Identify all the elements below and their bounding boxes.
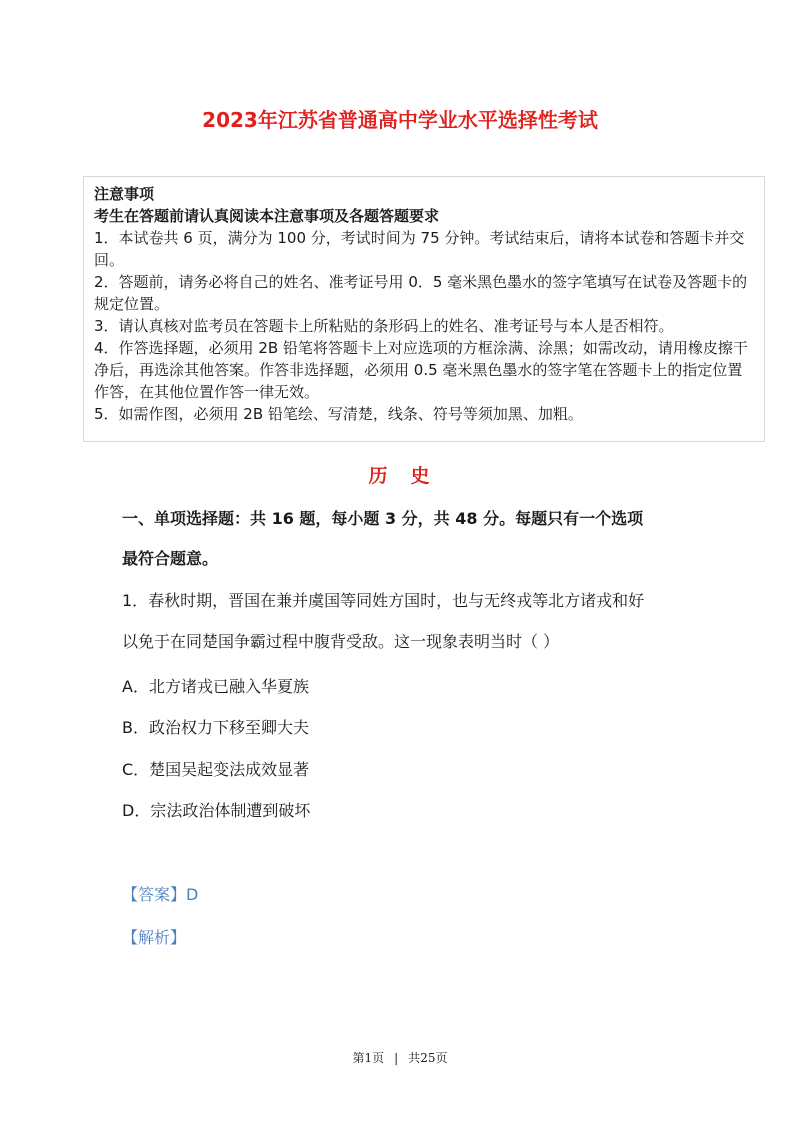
- section-heading-line-1: 一、单项选择题：共 16 题，每小题 3 分，共 48 分。每题只有一个选项: [122, 509, 644, 528]
- question-stem-line-1: 1．春秋时期，晋国在兼并虞国等同姓方国时，也与无终戎等北方诸戎和好: [122, 591, 645, 610]
- option-c: C．楚国吴起变法成效显著: [122, 760, 310, 779]
- notice-subheading: 考生在答题前请认真阅读本注意事项及各题答题要求: [94, 207, 440, 225]
- option-a: A．北方诸戎已融入华夏族: [122, 677, 309, 696]
- option-b: B．政治权力下移至卿大夫: [122, 718, 309, 737]
- page-footer: [0, 1050, 800, 1066]
- exam-title: 2023年江苏省普通高中学业水平选择性考试: [202, 108, 598, 132]
- notice-item-5: 5．如需作图，必须用 2B 铅笔绘、写清楚，线条、符号等须加黑、加粗。: [94, 405, 583, 423]
- notice-item-2: 2．答题前，请务必将自己的姓名、准考证号用 0．5 毫米黑色墨水的签字笔填写在试卷及答题卡的规定位置。: [94, 273, 748, 313]
- question-stem-line-2: 以免于在同楚国争霸过程中腹背受敌。这一现象表明当时（ ）: [122, 632, 560, 651]
- answer-label: 【答案】D: [122, 885, 199, 904]
- page-number: 第1页: [352, 1051, 385, 1065]
- option-d: D．宗法政治体制遭到破坏: [122, 801, 311, 820]
- analysis-label: 【解析】: [122, 928, 187, 947]
- page-total: 共25页: [408, 1051, 448, 1065]
- notice-item-1: 1．本试卷共 6 页，满分为 100 分，考试时间为 75 分钟。考试结束后，请将本试卷和答题卡并交回。: [94, 229, 745, 269]
- notice-item-4: 4．作答选择题，必须用 2B 铅笔将答题卡上对应选项的方框涂满、涂黑；如需改动，请用橡皮擦干净后，再选涂其他答案。作答非选择题，必须用 0.5 毫米黑色墨水的签字笔在答题卡上的指定位置作答，在其他位置作答一律无效。: [94, 339, 748, 401]
- notice-box: [83, 176, 765, 442]
- notice-item-3: 3．请认真核对监考员在答题卡上所粘贴的条形码上的姓名、准考证号与本人是否相符。: [94, 317, 674, 335]
- subject-heading: 历 史: [368, 465, 432, 487]
- section-heading-line-2: 最符合题意。: [122, 549, 219, 568]
- footer-separator: |: [394, 1051, 399, 1065]
- notice-heading: 注意事项: [94, 185, 155, 203]
